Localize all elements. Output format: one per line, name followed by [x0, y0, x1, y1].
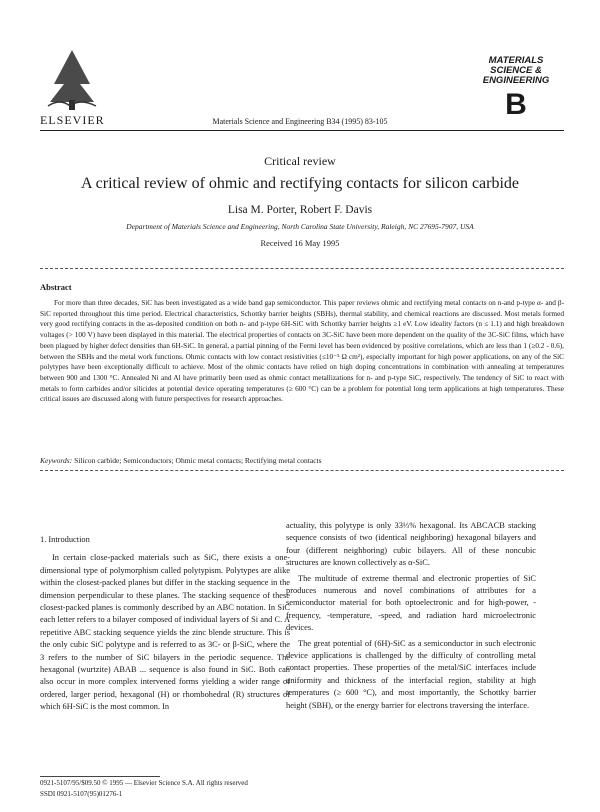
- body-paragraph: The great potential of (6H)-SiC as a semiconductor in such electronic device applications is challenged by the difficulty of controlling metal contact properties. These properties of the metal/SiC interfaces include uniformity and thickness of the interfacial region, stability at high temperatures (≥ 600 °C), and most importantly, the Schottky barrier height (SBH), or the energy barrier for electrons traversing the interface.: [286, 638, 536, 710]
- abstract-heading: Abstract: [40, 282, 72, 292]
- abstract-text: For more than three decades, SiC has been investigated as a wide band gap semiconductor. This paper reviews ohmic and rectifying metal contacts on n-and p-type α- and β-SiC reported throughout this time period. Electrical characteristics, Schottky barrier heights (SBHs), thermal stability, and chemical reactions are discussed. Most metals formed very good rectifying contacts in the as-deposited condition on both n- and p-type 6H-SiC with Schottky barrier heights ≥1 eV. Low ideality factors (n ≤ 1.1) and high breakdown voltages (> 100 V) have been displayed in this material. The electrical properties of contacts on 3C-SiC have been more dependent on the quality of the 3C-SiC films, which have been plagued by higher defect densities than 6H-SiC. In general, a partial pinning of the Fermi level has been evidenced by positive correlations, which are less than 1 (≥0.2 - 0.6), between the SBHs and the metal work functions. Ohmic contacts with low contact resistivities (≤10⁻⁵ Ω cm²), especially important for high power applications, on any of the SiC polytypes have been exceptionally difficult to achieve. Most of the ohmic contacts have relied on high doping concentrations in combination with annealing at temperatures between 900 and 1300 °C. Annealed Ni and Al have primarily been used as ohmic contact metallizations for n- and p-type SiC, respectively. The tendency of SiC to react with metals to form carbides and/or silicides at potential device operating temperatures (≥ 600 °C) can be a problem for potential long term applications at high temperatures. These critical issues are discussed along with future perspectives for research approaches.: [40, 298, 564, 404]
- keywords-text: Silicon carbide; Semiconductors; Ohmic metal contacts; Rectifying metal contacts: [74, 456, 322, 465]
- left-column: [40, 534, 290, 717]
- journal-name: [468, 56, 564, 86]
- abstract-top-rule: [40, 268, 564, 269]
- article-authors: Lisa M. Porter, Robert F. Davis: [227, 204, 373, 216]
- article-kind: Critical review: [264, 154, 336, 168]
- article-title: A critical review of ohmic and rectifying contacts for silicon carbide: [80, 175, 520, 192]
- body-paragraph: actuality, this polytype is only 33⅓% hexagonal. Its ABCACB stacking sequence consists of two (identical neighboring) hexagonal bilayers and four (different neighboring) cubic bilayers. All of these noncubic structures are known collectively as α-SiC.: [286, 521, 536, 568]
- header-rule: [40, 130, 564, 131]
- journal-name-line: MATERIALS: [488, 55, 544, 66]
- section-heading: 1. Introduction: [40, 535, 90, 544]
- journal-citation: Materials Science and Engineering B34 (1995) 83-105: [212, 117, 388, 126]
- journal-mark: [468, 56, 564, 120]
- abstract-bottom-rule: [40, 470, 564, 471]
- copyright-line: 0921-5107/95/$09.50 © 1995 — Elsevier Science S.A. All rights reserved: [40, 779, 248, 787]
- author-affiliation: Department of Materials Science and Engineering, North Carolina State University, Raleigh, NC 27695-7907, USA: [126, 222, 474, 231]
- publisher-logo: [40, 44, 104, 114]
- body-paragraph: In certain close-packed materials such as SiC, there exists a one-dimensional type of polymorphism called polytypism. Polytypes are alike within the closest-packed planes but differ in the stacking sequence in the dimension perpendicular to these planes. The stacking sequence of these closest-packed planes is commonly described by an ABC notation. In SiC each letter refers to a bilayer composed of individual layers of Si and C. A repetitive ABC stacking sequence yields the zinc blende structure. This is the only cubic SiC polytype and is referred to as 3C- or β-SiC, where the 3 refers to the number of SiC bilayers in the periodic sequence. The hexagonal (wurtzite) ABAB ... sequence is also found in SiC. Both can also occur in more complex intervened forms yielding a wider range of ordered, larger period, hexagonal (H) or rhombohedral (R) structures of which 6H-SiC is the most common. In: [40, 553, 290, 712]
- right-column: [286, 520, 536, 715]
- journal-section-letter: B: [505, 88, 527, 121]
- keywords-label: Keywords:: [40, 456, 73, 465]
- received-date: Received 16 May 1995: [260, 238, 340, 248]
- journal-name-line: SCIENCE &: [490, 65, 542, 76]
- ssdi-line: SSDI 0921-5107(95)01276-1: [40, 790, 123, 798]
- journal-name-line: ENGINEERING: [482, 75, 550, 86]
- footer-rule: [40, 776, 160, 777]
- publisher-name: ELSEVIER: [40, 113, 105, 127]
- keywords: [40, 456, 564, 465]
- body-paragraph: The multitude of extreme thermal and electronic properties of SiC produces numerous and novel combinations of attributes for a semiconductor material for both optoelectronic and for high-power, -frequency, -temperature, -speed, and radiation hard microelectronic devices.: [286, 573, 536, 633]
